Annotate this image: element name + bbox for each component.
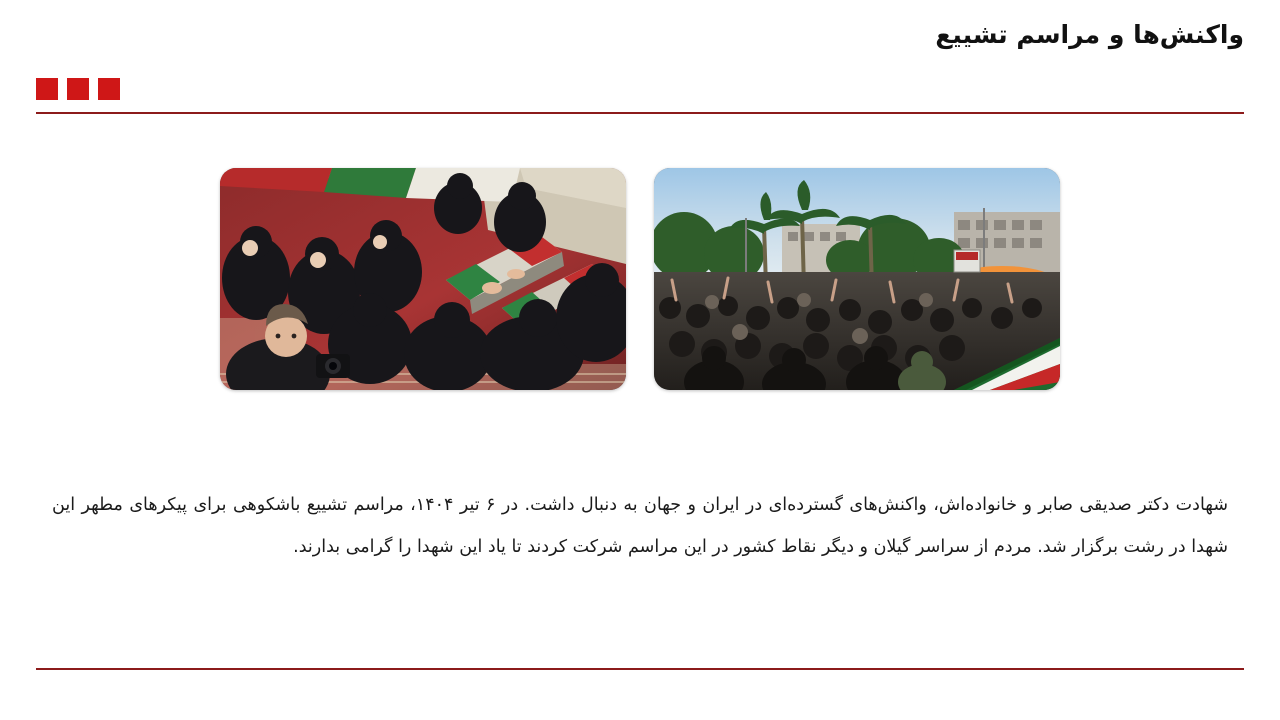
image-row <box>0 168 1280 390</box>
square-icon-1 <box>98 78 120 100</box>
page-title: واکنش‌ها و مراسم تشییع <box>935 20 1244 49</box>
mourners-coffins-photo <box>220 168 626 390</box>
header-divider <box>36 112 1244 114</box>
body-paragraph: شهادت دکتر صدیقی صابر و خانواده‌اش، واکنش‌های گسترده‌ای در ایران و جهان به دنبال داشت. در ۶ تیر ۱۴۰۴، مراسم تشییع باشکوهی برای پیکرهای مطهر این شهدا در رشت برگزار شد. مردم از سراسر گیلان و دیگر نقاط کشور در این مراسم شرکت کردند تا یاد این شهدا را گرامی بدارند. <box>52 494 1228 558</box>
square-icon-3 <box>36 78 58 100</box>
slide-header <box>0 0 1280 116</box>
funeral-crowd-photo <box>654 168 1060 390</box>
footer-divider <box>36 668 1244 670</box>
decorative-squares <box>36 78 120 100</box>
square-icon-2 <box>67 78 89 100</box>
